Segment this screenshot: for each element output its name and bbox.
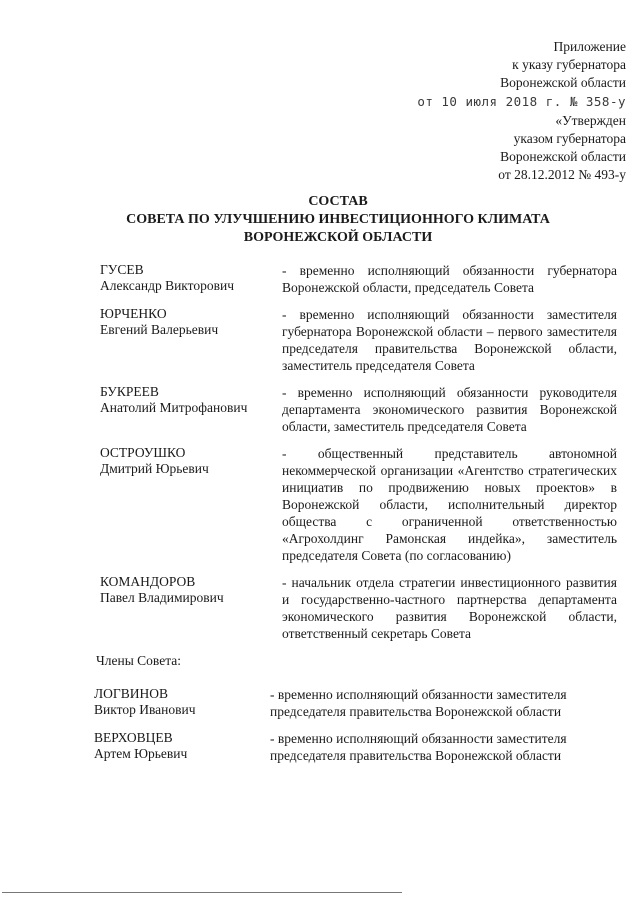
member-name (94, 686, 270, 720)
member-surname: БУКРЕЕВ (100, 384, 159, 399)
document-title (18, 193, 640, 247)
registration-stamp: от 10 июля 2018 г. № 358-у (417, 94, 626, 109)
member-role: - общественный представитель автономной некоммерческой организации «Агентство стратегических инициатив по продвижению новых проектов» в Воронежской области, исполнительный директор общества с ограниченной ответственностью «Агрохолдинг Рамонская индейка», заместитель председателя Совета (по согласованию) (282, 446, 617, 563)
member-role: - временно исполняющий обязанности заместителя председателя правительства Воронежской области (270, 687, 567, 719)
member-given-name: Евгений Валерьевич (100, 322, 219, 337)
member-row (94, 686, 620, 720)
member-role: - начальник отдела стратегии инвестиционного развития и государственно-частного партнерства департамента экономического развития Воронежской области, ответственный секретарь Совета (282, 575, 617, 641)
member-surname: КОМАНДОРОВ (100, 574, 196, 589)
appendix-line: Воронежской области (500, 149, 626, 164)
member-given-name: Павел Владимирович (100, 590, 224, 605)
member-name (100, 306, 276, 374)
appendix-header (417, 38, 626, 184)
member-given-name: Анатолий Митрофанович (100, 400, 248, 415)
member-role: - временно исполняющий обязанности заместителя председателя правительства Воронежской области (270, 731, 567, 763)
member-surname: ВЕРХОВЦЕВ (94, 730, 173, 745)
members-section-label: Члены Совета: (96, 653, 182, 668)
member-surname: ЮРЧЕНКО (100, 306, 167, 321)
appendix-line: от 28.12.2012 № 493-у (498, 167, 626, 182)
member-surname: ГУСЕВ (100, 262, 144, 277)
appendix-line: «Утвержден (555, 113, 626, 128)
member-surname: ОСТРОУШКО (100, 445, 186, 460)
member-given-name: Александр Викторович (100, 278, 235, 293)
member-row (100, 262, 620, 296)
title-line: СОСТАВ (308, 194, 368, 209)
title-line: ВОРОНЕЖСКОЙ ОБЛАСТИ (243, 230, 433, 245)
member-given-name: Дмитрий Юрьевич (100, 461, 209, 476)
member-given-name: Артем Юрьевич (94, 746, 188, 761)
member-name (94, 730, 270, 764)
appendix-line: указом губернатора (513, 131, 626, 146)
member-name (100, 384, 276, 435)
member-surname: ЛОГВИНОВ (94, 686, 168, 701)
member-name (100, 445, 276, 564)
member-row (100, 445, 620, 564)
appendix-line: Приложение (553, 39, 626, 54)
member-name (100, 574, 276, 642)
member-name (100, 262, 276, 296)
member-row (100, 384, 620, 435)
member-role: - временно исполняющий обязанности губернатора Воронежской области, председатель Совета (282, 263, 617, 295)
title-line: СОВЕТА ПО УЛУЧШЕНИЮ ИНВЕСТИЦИОННОГО КЛИМАТА (126, 212, 550, 227)
council-composition (94, 262, 620, 774)
member-given-name: Виктор Иванович (94, 702, 196, 717)
appendix-line: Воронежской области (500, 75, 626, 90)
member-role: - временно исполняющий обязанности заместителя губернатора Воронежской области – первого заместителя председателя правительства Воронежской области, заместитель председателя Совета (282, 307, 617, 373)
member-role: - временно исполняющий обязанности руководителя департамента экономического развития Воронежской области, заместитель председателя Совета (282, 385, 617, 434)
member-row (94, 730, 620, 764)
member-row (100, 306, 620, 374)
footer-divider (2, 892, 402, 893)
appendix-line: к указу губернатора (512, 57, 626, 72)
member-row (100, 574, 620, 642)
